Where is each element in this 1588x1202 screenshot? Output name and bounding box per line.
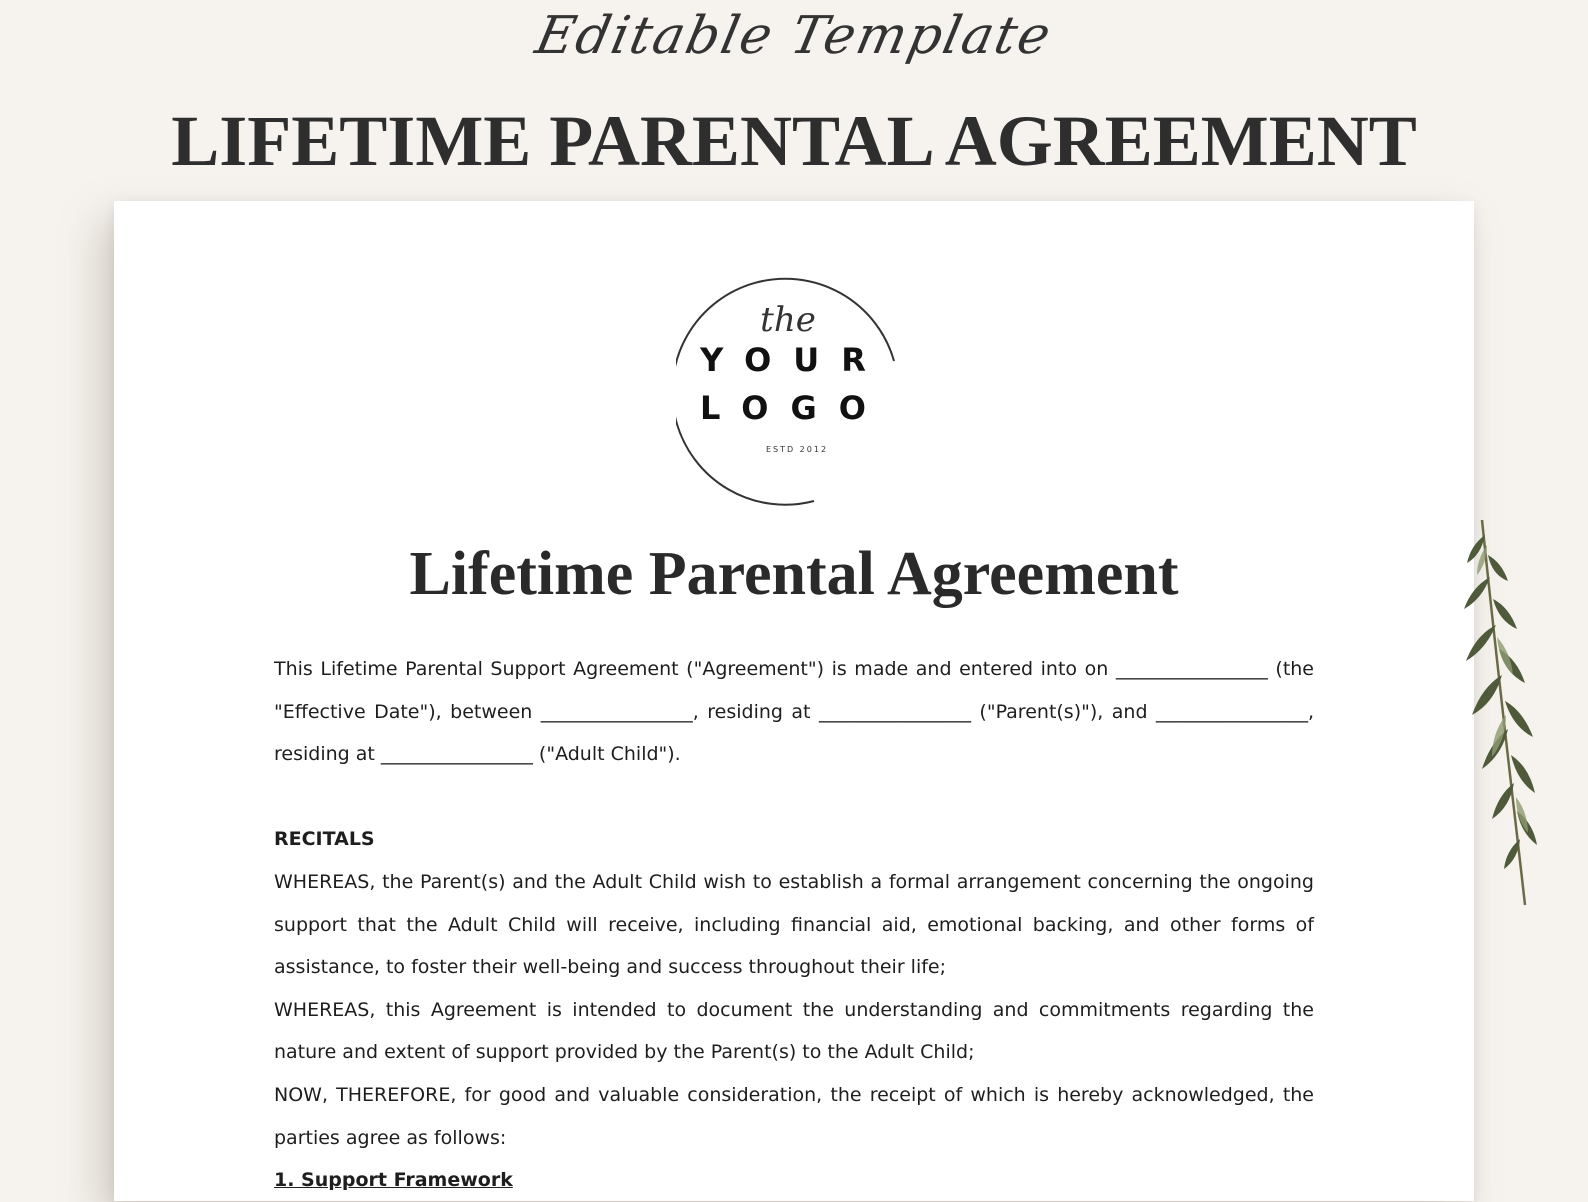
- recital-2: WHEREAS, this Agreement is intended to document the understanding and commitments regarding the nature and extent of support provided by the Parent(s) to the Adult Child;: [274, 998, 1314, 1064]
- rosemary-sprig-decoration: [1440, 515, 1570, 915]
- intro-paragraph: This Lifetime Parental Support Agreement ("Agreement") is made and entered into on ________________ (the "Effective Date"), between ________________, residing at ________________ ("Parent(s)"), and ________________, residing at ________________ ("Adult Child").: [274, 658, 1314, 766]
- logo-estd: ESTD 2012: [765, 445, 829, 454]
- recitals-heading: RECITALS: [274, 828, 375, 851]
- script-heading: Editable Template: [530, 6, 1058, 66]
- logo-script-word: the: [760, 300, 816, 340]
- recital-3: NOW, THEREFORE, for good and valuable consideration, the receipt of which is hereby acknowledged, the parties agree as follows:: [274, 1083, 1314, 1149]
- section-1-heading: 1. Support Framework: [274, 1169, 513, 1192]
- document-page: [114, 201, 1474, 1201]
- main-heading: LIFETIME PARENTAL AGREEMENT: [171, 101, 1417, 181]
- logo-line1: YOUR: [700, 341, 888, 379]
- recital-1: WHEREAS, the Parent(s) and the Adult Child wish to establish a formal arrangement concerning the ongoing support that the Adult Child will receive, including financial aid, emotional backing, and other forms of assistance, to foster their well-being and success throughout their life;: [274, 870, 1314, 979]
- document-body: [274, 648, 1314, 1202]
- logo-line2: LOGO: [700, 389, 888, 427]
- logo: [676, 261, 916, 511]
- document-title: Lifetime Parental Agreement: [409, 540, 1179, 608]
